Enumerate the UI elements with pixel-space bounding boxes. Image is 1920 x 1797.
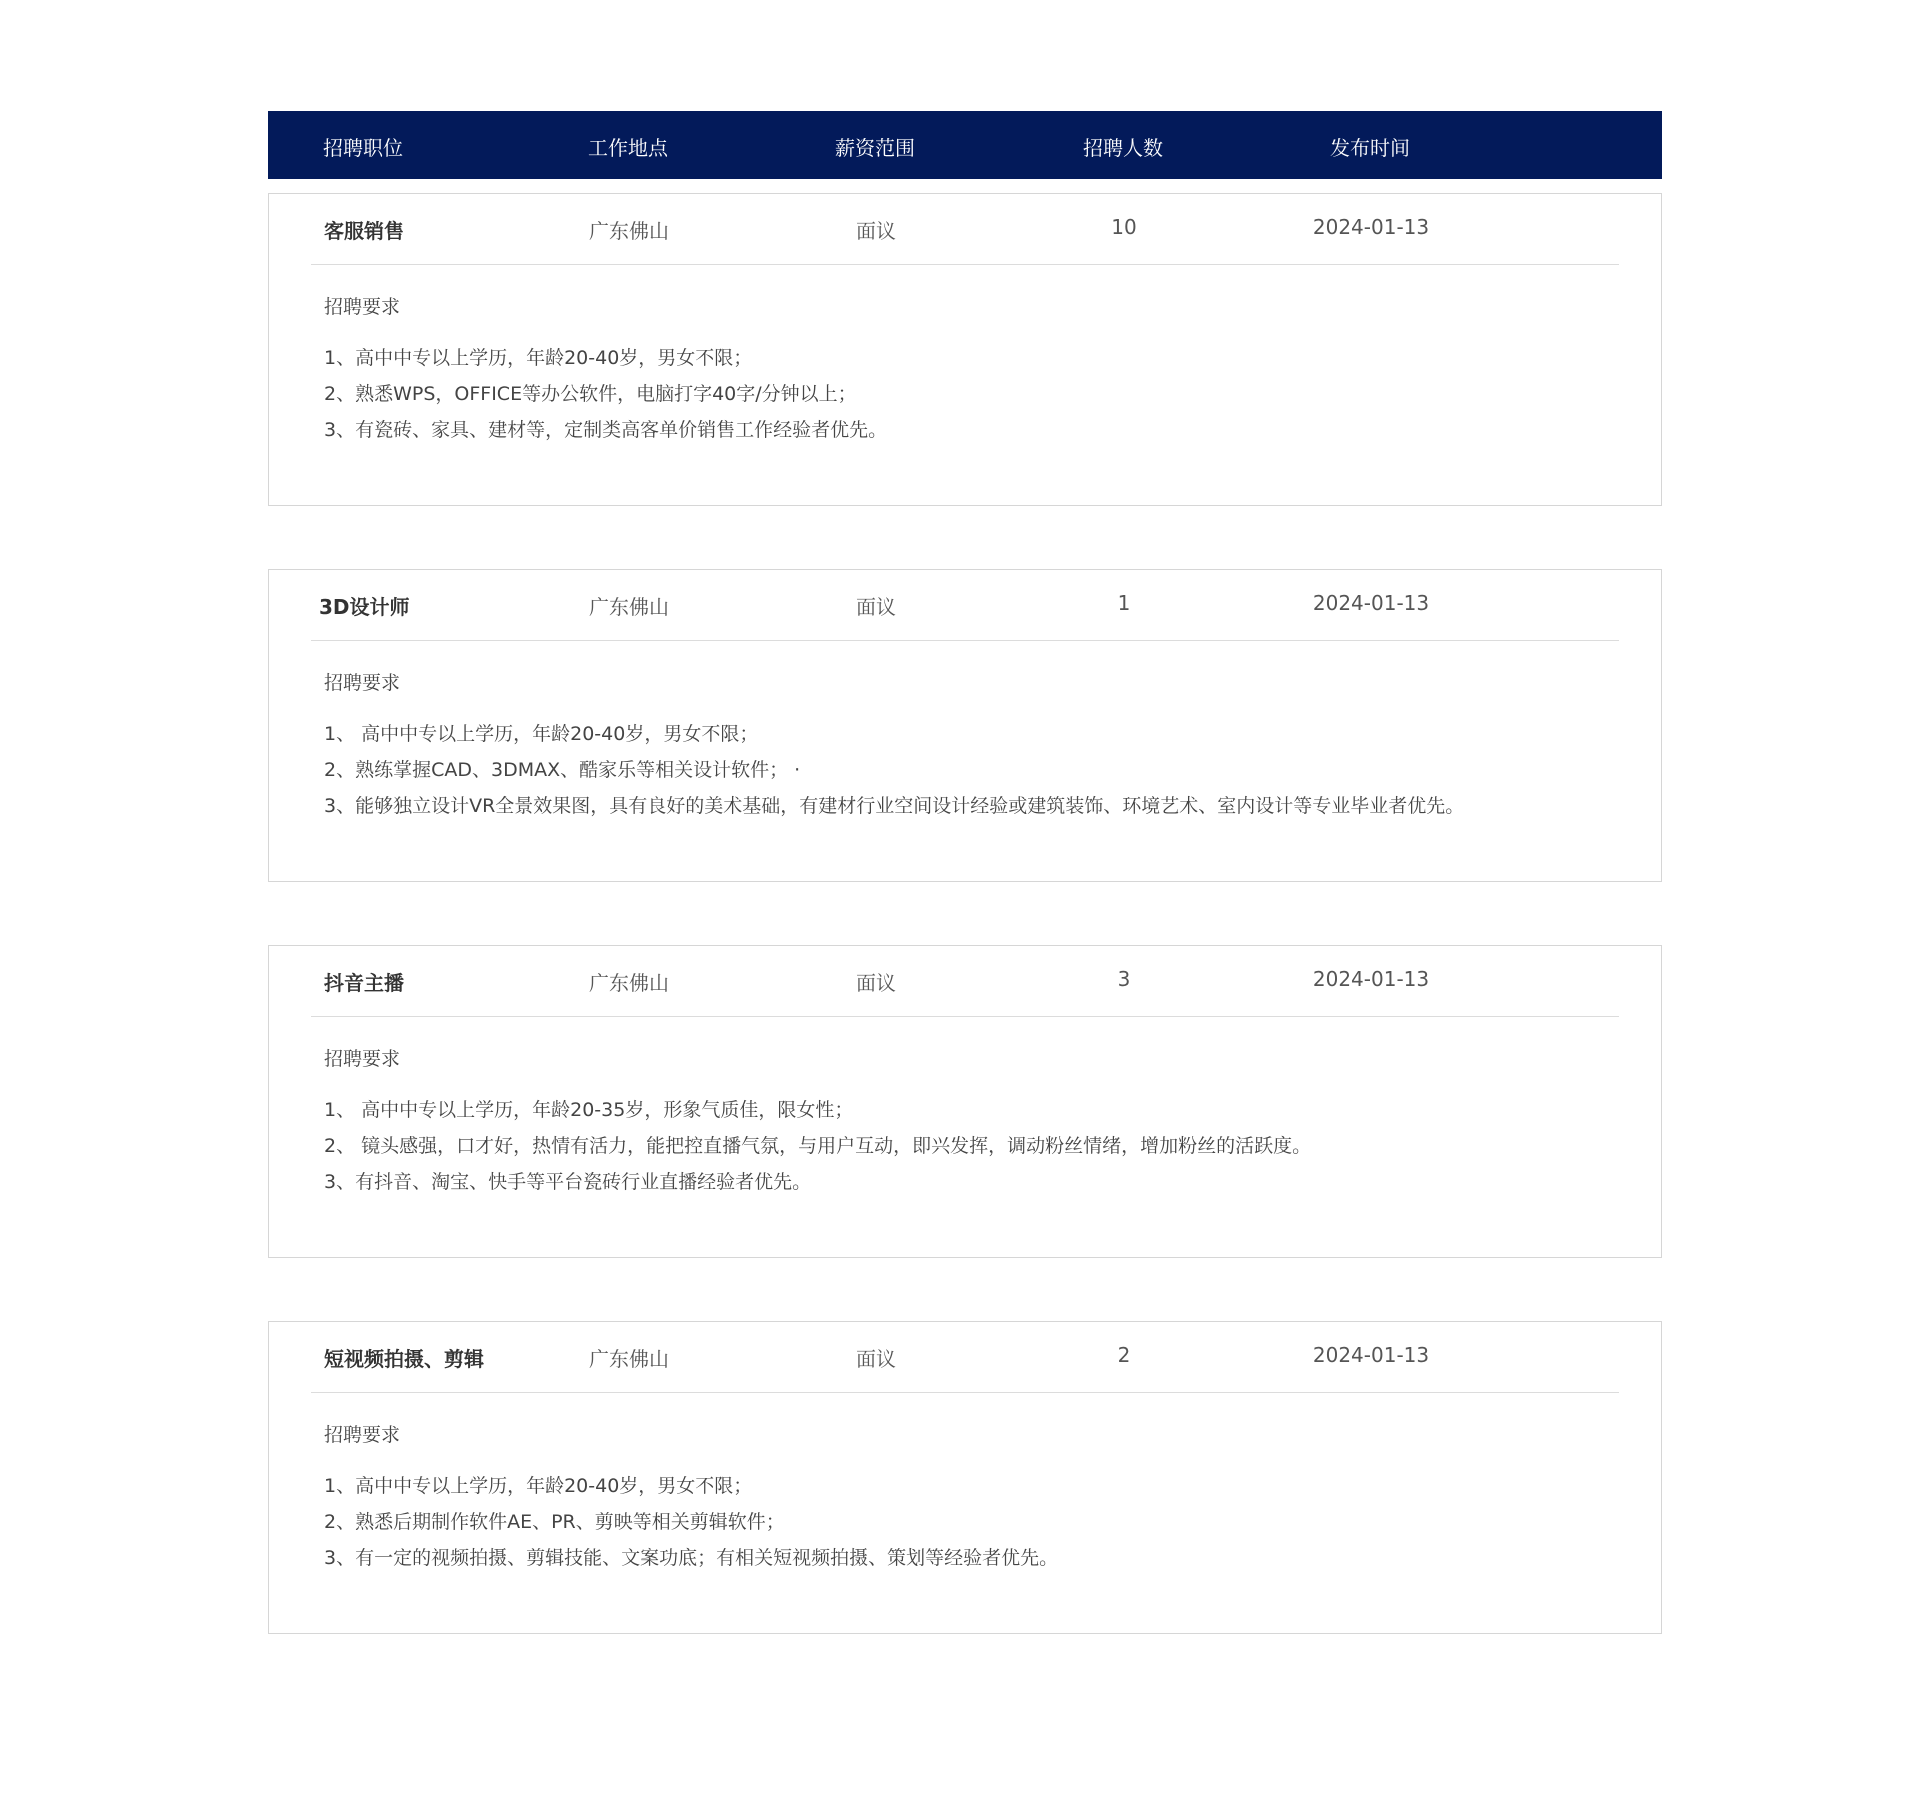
table-header	[268, 111, 1662, 179]
job-requirements	[324, 670, 1621, 824]
header-headcount: 招聘人数	[1083, 136, 1163, 160]
requirement-item: 1、 高中中专以上学历，年龄20-35岁，形象气质佳，限女性；	[324, 1099, 854, 1121]
job-salary: 面议	[856, 219, 896, 243]
job-location: 广东佛山	[589, 595, 669, 619]
requirement-item: 2、熟练掌握CAD、3DMAX、酷家乐等相关设计软件； ·	[324, 759, 801, 781]
job-salary: 面议	[856, 1347, 896, 1371]
job-headcount: 2	[1117, 1343, 1131, 1367]
requirement-item: 3、有一定的视频拍摄、剪辑技能、文案功底；有相关短视频拍摄、策划等经验者优先。	[324, 1547, 1059, 1569]
job-card[interactable]	[268, 569, 1662, 882]
job-location: 广东佛山	[589, 971, 669, 995]
job-title[interactable]: 客服销售	[324, 219, 404, 243]
requirement-item: 2、 镜头感强，口才好，热情有活力，能把控直播气氛，与用户互动，即兴发挥，调动粉丝情绪，增加粉丝的活跃度。	[324, 1135, 1312, 1157]
requirement-item: 2、熟悉后期制作软件AE、PR、剪映等相关剪辑软件；	[324, 1511, 785, 1533]
requirement-item: 1、高中中专以上学历，年龄20-40岁，男女不限；	[324, 347, 753, 369]
job-headcount: 10	[1111, 215, 1137, 239]
job-summary-row[interactable]	[269, 1322, 1661, 1392]
divider	[311, 1392, 1619, 1393]
job-requirements	[324, 1422, 1621, 1576]
job-title[interactable]: 短视频拍摄、剪辑	[324, 1347, 484, 1371]
requirement-item: 3、有抖音、淘宝、快手等平台瓷砖行业直播经验者优先。	[324, 1171, 812, 1193]
job-card[interactable]	[268, 1321, 1662, 1634]
requirements-title: 招聘要求	[324, 296, 401, 318]
job-date: 2024-01-13	[1312, 215, 1430, 239]
job-requirements	[324, 294, 1621, 448]
job-summary-row[interactable]	[269, 946, 1661, 1016]
requirement-item: 2、熟悉WPS，OFFICE等办公软件，电脑打字40字/分钟以上；	[324, 383, 857, 405]
job-salary: 面议	[856, 595, 896, 619]
job-card[interactable]	[268, 193, 1662, 506]
job-summary-row[interactable]	[269, 570, 1661, 640]
job-date: 2024-01-13	[1312, 1343, 1430, 1367]
job-summary-row[interactable]	[269, 194, 1661, 264]
job-title[interactable]: 抖音主播	[324, 971, 404, 995]
header-date: 发布时间	[1330, 136, 1410, 160]
job-location: 广东佛山	[589, 1347, 669, 1371]
requirement-item: 1、 高中中专以上学历，年龄20-40岁，男女不限；	[324, 723, 759, 745]
job-headcount: 1	[1117, 591, 1131, 615]
requirement-item: 3、有瓷砖、家具、建材等，定制类高客单价销售工作经验者优先。	[324, 419, 888, 441]
job-title[interactable]: 3D设计师	[319, 595, 410, 619]
job-list	[268, 193, 1662, 1634]
requirements-title: 招聘要求	[324, 1048, 401, 1070]
job-headcount: 3	[1117, 967, 1131, 991]
job-date: 2024-01-13	[1312, 967, 1430, 991]
job-requirements	[324, 1046, 1621, 1200]
requirement-item: 1、高中中专以上学历，年龄20-40岁，男女不限；	[324, 1475, 753, 1497]
divider	[311, 1016, 1619, 1017]
job-location: 广东佛山	[589, 219, 669, 243]
header-salary: 薪资范围	[835, 136, 915, 160]
job-date: 2024-01-13	[1312, 591, 1430, 615]
requirements-title: 招聘要求	[324, 1424, 401, 1446]
divider	[311, 264, 1619, 265]
header-position: 招聘职位	[323, 136, 403, 160]
job-listings	[268, 111, 1662, 1634]
requirement-item: 3、能够独立设计VR全景效果图，具有良好的美术基础，有建材行业空间设计经验或建筑装饰、环境艺术、室内设计等专业毕业者优先。	[324, 795, 1465, 817]
requirements-title: 招聘要求	[324, 672, 401, 694]
job-salary: 面议	[856, 971, 896, 995]
divider	[311, 640, 1619, 641]
job-card[interactable]	[268, 945, 1662, 1258]
header-location: 工作地点	[588, 136, 668, 160]
